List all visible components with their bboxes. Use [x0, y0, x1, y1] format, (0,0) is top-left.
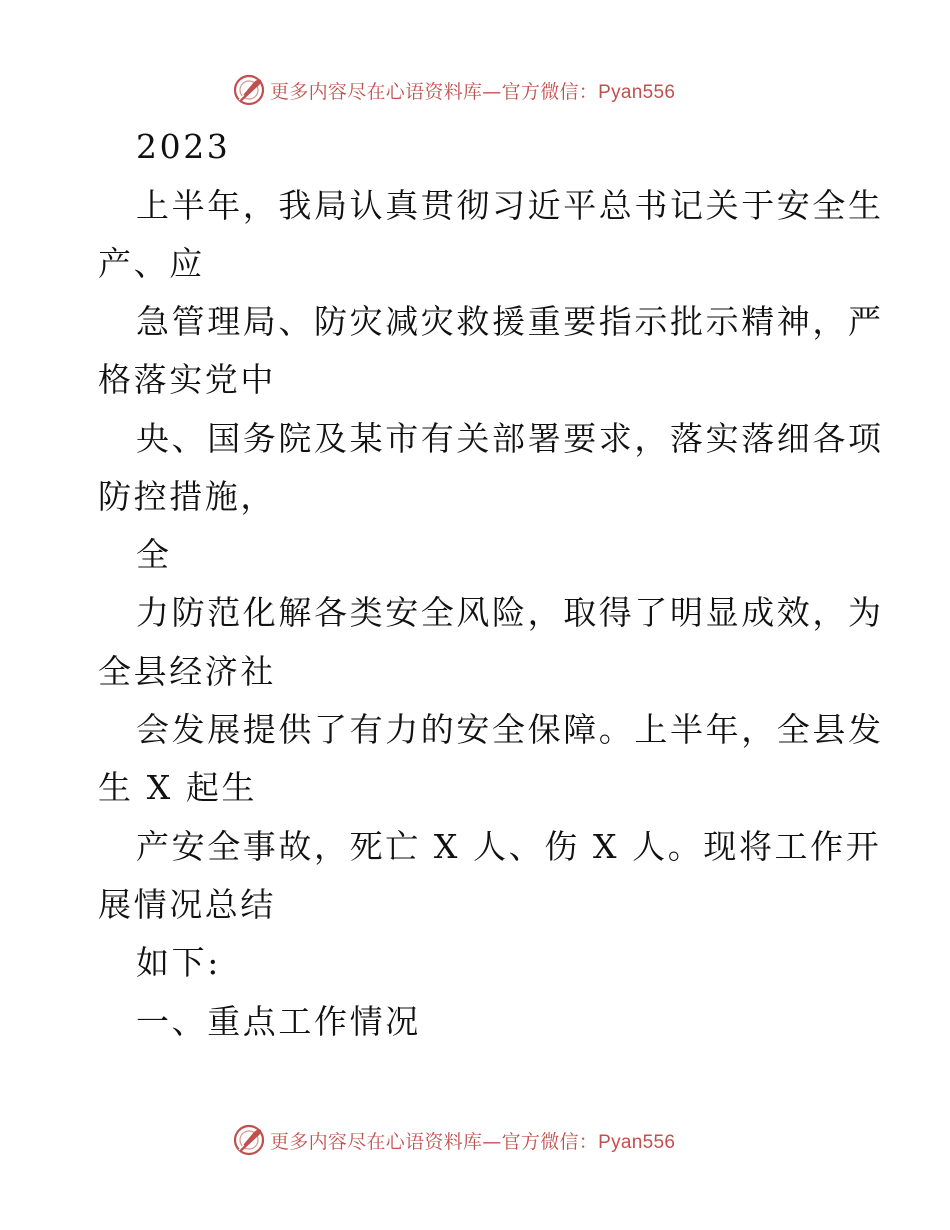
paragraph-line: 上半年，我局认真贯彻习近平总书记关于安全生 [136, 186, 884, 225]
quill-pen-logo-icon [232, 1123, 266, 1157]
watermark-text: 更多内容尽在心语资料库—官方微信：Pyan556 [270, 80, 676, 103]
watermark-banner-bottom [232, 1122, 675, 1158]
paragraph-line: 生 X 起生 [98, 768, 258, 807]
paragraph-line: 防控措施， [98, 477, 276, 516]
paragraph-line: 急管理局、防灾减灾救援重要指示批示精神，严 [136, 302, 884, 341]
paragraph-line: 如下: [136, 943, 221, 982]
paragraph-line: 格落实党中 [98, 360, 276, 399]
paragraph-line: 力防范化解各类安全风险，取得了明显成效，为 [136, 593, 884, 632]
paragraph-line: 产安全事故，死亡 X 人、伤 X 人。现将工作开 [136, 827, 882, 866]
paragraph-line: 全 [136, 535, 172, 574]
paragraph-line: 会发展提供了有力的安全保障。上半年，全县发 [136, 710, 884, 749]
section-heading: 一、重点工作情况 [136, 1002, 421, 1041]
paragraph-line: 展情况总结 [98, 885, 276, 924]
paragraph-line: 央、国务院及某市有关部署要求，落实落细各项 [136, 419, 884, 458]
paragraph-line: 全县经济社 [98, 652, 276, 691]
paragraph-line: 产、应 [98, 244, 205, 283]
paragraph-line: 2023 [136, 127, 231, 166]
watermark-text: 更多内容尽在心语资料库—官方微信：Pyan556 [270, 1130, 676, 1153]
